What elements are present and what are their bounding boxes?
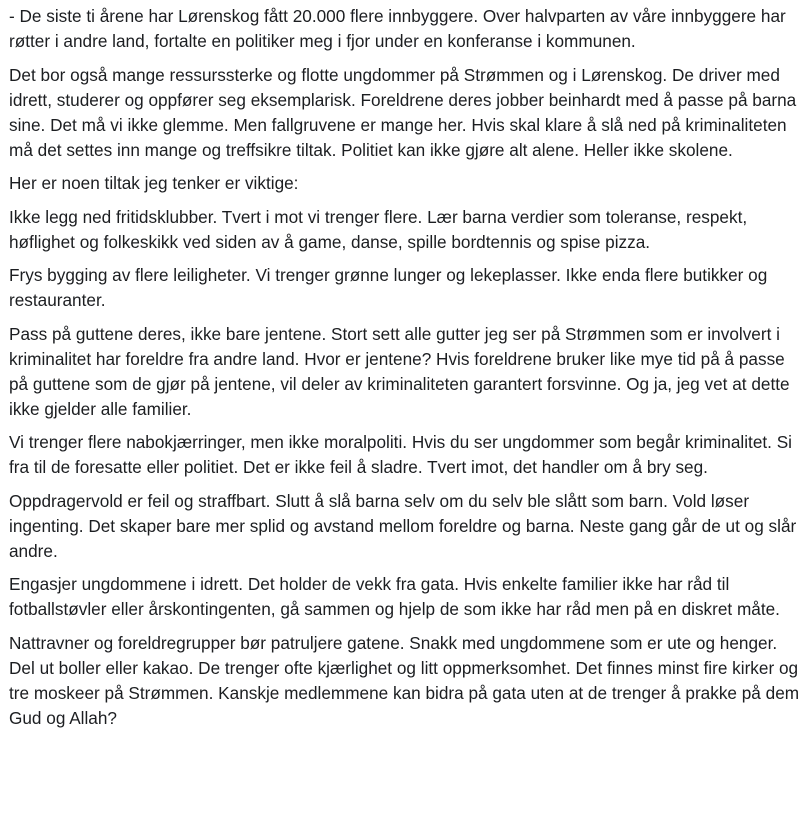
post-paragraph-youth-clubs: Ikke legg ned fritidsklubber. Tvert i mot vi trenger flere. Lær barna verdier som toleranse, respekt, høflighet og folkeskikk ved siden av å game, danse, spille bordtennis og spise pizza. bbox=[9, 206, 748, 252]
post-paragraph-sports: Engasjer ungdommene i idrett. Det holder de vekk fra gata. Hvis enkelte familier ikke har råd til fotballstøvler eller årskontingenten, gå sammen og hjelp de som ikke har råd men på en diskret måte. bbox=[9, 574, 780, 619]
post-paragraph-intro: - De siste ti årene har Lørenskog fått 20.000 flere innbyggere. Over halvparten av våre innbyggere har røtter i andre land, fortalte en politiker meg i fjor under en konferanse i kommunen. bbox=[9, 6, 786, 51]
post-paragraph-boys: Pass på guttene deres, ikke bare jentene. Stort sett alle gutter jeg ser på Strømmen som er involvert i kriminalitet har foreldre fra andre land. Hvor er jentene? Hvis foreldrene bruker like mye tid på å passe på guttene som de gjør på jentene, vil deler av kriminaliteten garantert forsvinne. Og ja, jeg vet at dette ikke gjelder alle familier. bbox=[9, 323, 790, 419]
post-paragraph-neighbours: Vi trenger flere nabokjærringer, men ikke moralpoliti. Hvis du ser ungdommer som begår kriminalitet. Si fra til de foresatte eller politiet. Det er ikke feil å sladre. Tvert imot, det handler om å bry seg. bbox=[9, 432, 792, 477]
post-paragraph-measures-heading: Her er noen tiltak jeg tenker er viktige: bbox=[9, 173, 299, 193]
post-paragraph-housing: Frys bygging av flere leiligheter. Vi trenger grønne lunger og lekeplasser. Ikke enda flere butikker og restauranter. bbox=[9, 265, 768, 310]
post-paragraph-violence: Oppdragervold er feil og straffbart. Slutt å slå barna selv om du selv ble slått som barn. Vold løser ingenting. Det skaper bare mer splid og avstand mellom foreldre og barna. Neste gang går de ut og slår andre. bbox=[9, 490, 797, 561]
post-paragraph-night-patrols: Nattravner og foreldregrupper bør patruljere gatene. Snakk med ungdommene som er ute og henger. Del ut boller eller kakao. De trenger ofte kjærlighet og litt oppmerksomhet. Det finnes minst fire kirker og tre moskeer på Strømmen. Kanskje medlemmene kan bidra på gata uten at de trenger å prakke på dem Gud og Allah? bbox=[9, 632, 800, 728]
post-paragraph-youth: Det bor også mange ressurssterke og flotte ungdommer på Strømmen og i Lørenskog. De driver med idrett, studerer og oppfører seg eksemplarisk. Foreldrene deres jobber beinhardt med å passe på barna sine. Det må vi ikke glemme. Men fallgruvene er mange her. Hvis skal klare å slå ned på kriminaliteten må det settes inn mange og treffsikre tiltak. Politiet kan ikke gjøre alt alene. Heller ikke skolene. bbox=[9, 64, 797, 160]
